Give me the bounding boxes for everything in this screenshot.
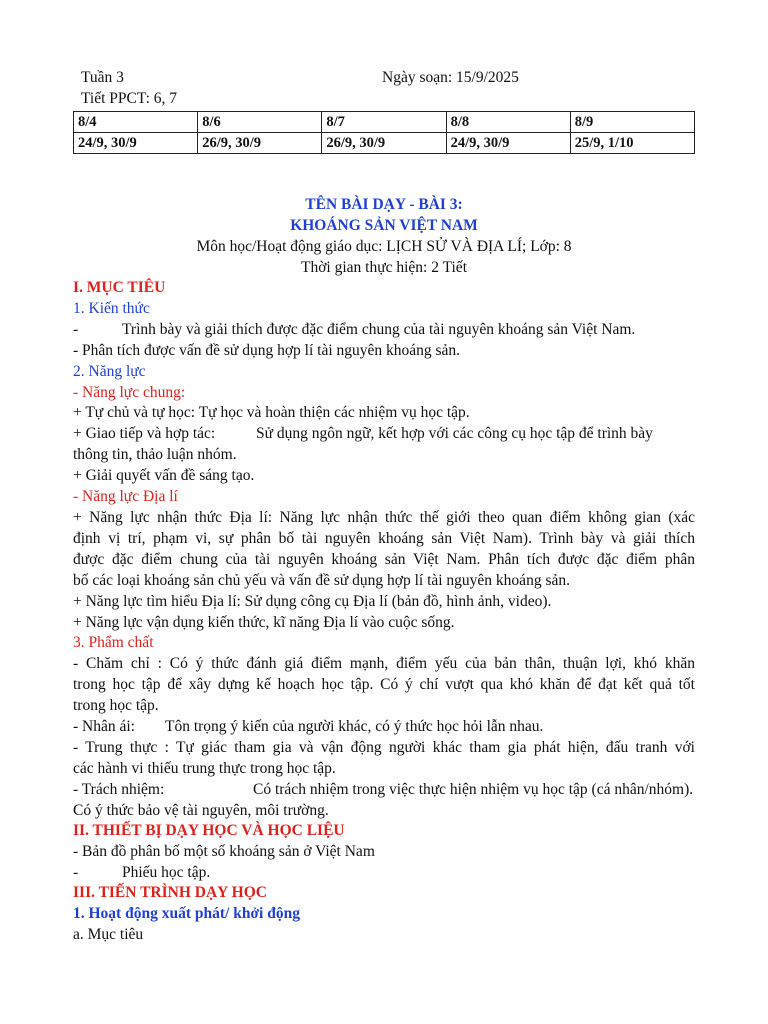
material-text: Phiếu học tập. [122, 864, 211, 881]
ability-heading: 2. Năng lực [73, 363, 146, 380]
subject-line: Môn học/Hoạt động giáo dục: LỊCH SỬ VÀ ĐỊA LÍ; Lớp: 8 [196, 238, 572, 255]
geo-ability-text: định vị trí, phạm vi, sự phân bố tài nguyên khoáng sản Việt Nam). Trình bày và giải thích [73, 530, 695, 547]
quality-text: - Chăm chỉ : Có ý thức đánh giá điểm mạnh, điểm yếu của bản thân, thuận lợi, khó khăn [73, 655, 695, 672]
activity-heading: 1. Hoạt động xuất phát/ khởi động [73, 905, 300, 922]
date-cell: 25/9, 1/10 [570, 133, 694, 154]
section-heading-process: III. TIẾN TRÌNH DẠY HỌC [73, 884, 267, 901]
date-cell: 24/9, 30/9 [446, 133, 570, 154]
lesson-subtitle: KHOÁNG SẢN VIỆT NAM [290, 217, 478, 234]
quality-text: trong học tập. [73, 697, 159, 714]
ability-item: + Giải quyết vấn đề sáng tạo. [73, 467, 255, 484]
table-row [74, 112, 695, 133]
subsection-label: a. Mục tiêu [73, 926, 144, 943]
quality-detail: Có trách nhiệm trong việc thực hiện nhiệm vụ học tập (cá nhân/nhóm). [253, 781, 694, 798]
class-cell: 8/8 [446, 112, 570, 133]
quality-heading: 3. Phẩm chất [73, 634, 154, 651]
ability-item-cont: thông tin, thảo luận nhóm. [73, 446, 237, 463]
quality-text: Có ý thức bảo vệ tài nguyên, môi trường. [73, 802, 329, 819]
quality-label: - Nhân ái: [73, 718, 135, 735]
class-cell: 8/9 [570, 112, 694, 133]
quality-text: các hành vi thiếu trung thực trong học tập. [73, 760, 336, 777]
knowledge-text: Trình bày và giải thích được đặc điểm chung của tài nguyên khoáng sản Việt Nam. [122, 321, 636, 338]
ability-item: + Tự chủ và tự học: Tự học và hoàn thiện các nhiệm vụ học tập. [73, 404, 470, 421]
knowledge-heading: 1. Kiến thức [73, 300, 150, 317]
quality-detail: Tôn trọng ý kiến của người khác, có ý thức học hỏi lẫn nhau. [165, 718, 544, 735]
quality-item [73, 716, 695, 737]
table-row [74, 133, 695, 154]
general-ability-heading: - Năng lực chung: [73, 384, 186, 401]
date-cell: 26/9, 30/9 [322, 133, 446, 154]
geo-ability-text: + Năng lực nhận thức Địa lí: Năng lực nhận thức thế giới theo quan điểm không gian (xác [73, 509, 695, 526]
geo-ability-text: được đặc điểm chung của tài nguyên khoáng sản Việt Nam. Phân tích được đặc điểm phân [73, 551, 695, 568]
geo-ability-text: bố các loại khoáng sản chủ yếu và vấn đề sử dụng hợp lí tài nguyên khoáng sản. [73, 572, 570, 589]
knowledge-item [73, 319, 695, 340]
quality-text: trong học tập để xây dựng kế hoạch học tập. Có ý chí vượt qua khó khăn để đạt kết quả tốt [73, 676, 695, 693]
week-label: Tuần 3 [81, 69, 124, 86]
quality-text: - Trung thực : Tự giác tham gia và vận động người khác tham gia phát hiện, đấu tranh với [73, 739, 695, 756]
date-cell: 24/9, 30/9 [74, 133, 198, 154]
ability-label: + Giao tiếp và hợp tác: [73, 425, 216, 442]
class-cell: 8/6 [198, 112, 322, 133]
ability-item [73, 423, 695, 444]
material-item [73, 862, 695, 883]
ability-text: Sử dụng ngôn ngữ, kết hợp với các công cụ học tập để trình bày [256, 425, 653, 442]
bullet-dash: - [73, 321, 79, 338]
date-cell: 26/9, 30/9 [198, 133, 322, 154]
section-heading-materials: II. THIẾT BỊ DẠY HỌC VÀ HỌC LIỆU [73, 822, 345, 839]
material-item: - Bản đồ phân bố một số khoáng sản ở Việt Nam [73, 843, 375, 860]
quality-item [73, 779, 695, 800]
knowledge-item: - Phân tích được vấn đề sử dụng hợp lí tài nguyên khoáng sản. [73, 342, 461, 359]
schedule-table [73, 111, 695, 154]
duration-line: Thời gian thực hiện: 2 Tiết [301, 259, 467, 276]
geo-ability-heading: - Năng lực Địa lí [73, 488, 178, 505]
lesson-title: TÊN BÀI DẠY - BÀI 3: [305, 196, 463, 213]
quality-label: - Trách nhiệm: [73, 781, 165, 798]
section-heading-objectives: I. MỤC TIÊU [73, 279, 166, 296]
periods-label: Tiết PPCT: 6, 7 [81, 90, 177, 107]
geo-ability-item: + Năng lực vận dụng kiến thức, kĩ năng Địa lí vào cuộc sống. [73, 614, 455, 631]
class-cell: 8/7 [322, 112, 446, 133]
class-cell: 8/4 [74, 112, 198, 133]
geo-ability-item: + Năng lực tìm hiểu Địa lí: Sử dụng công cụ Địa lí (bản đồ, hình ảnh, video). [73, 593, 552, 610]
bullet-dash: - [73, 864, 79, 881]
prep-date: Ngày soạn: 15/9/2025 [382, 69, 519, 86]
